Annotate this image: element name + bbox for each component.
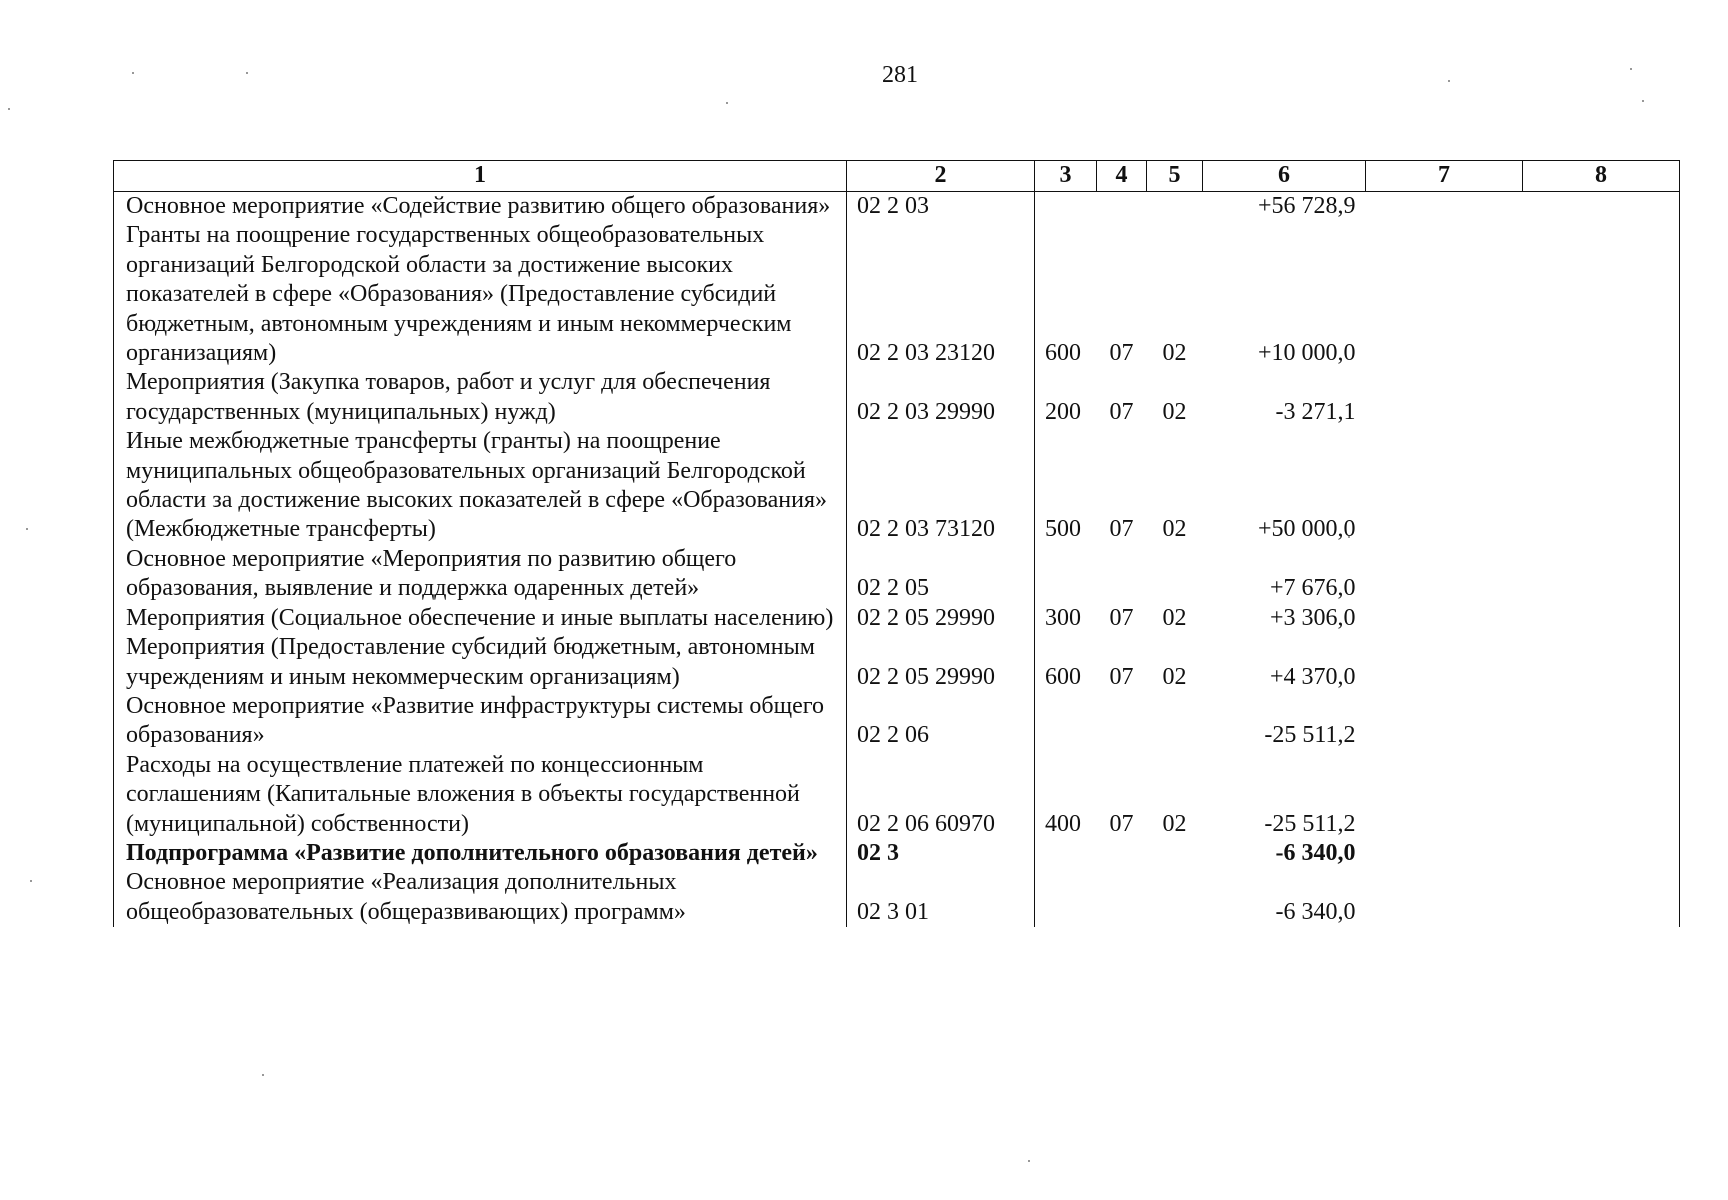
table-row bbox=[114, 751, 1680, 839]
row-col7-cell bbox=[1366, 604, 1523, 633]
row-pr-cell bbox=[1147, 868, 1203, 927]
column-header-7: 7 bbox=[1366, 161, 1523, 192]
row-col8-cell bbox=[1523, 633, 1680, 692]
row-col8-cell bbox=[1523, 221, 1680, 368]
row-rz-cell bbox=[1097, 545, 1147, 604]
row-sum-cell: +50 000,0 bbox=[1257, 516, 1356, 543]
row-code-cell: 02 3 01 bbox=[847, 868, 1035, 927]
row-sum-cell: -6 340,0 bbox=[1275, 839, 1356, 866]
row-name-cell: Основное мероприятие «Реализация дополнительных общеобразовательных (общеразвивающих) программ» bbox=[114, 868, 847, 927]
row-code-cell: 02 2 05 bbox=[847, 545, 1035, 604]
table-row bbox=[114, 427, 1680, 545]
row-col7-cell bbox=[1366, 192, 1523, 222]
row-col8-cell bbox=[1523, 604, 1680, 633]
row-pr-cell: 02 bbox=[1162, 516, 1187, 543]
row-vr-cell bbox=[1035, 192, 1097, 222]
scan-speck bbox=[132, 72, 134, 74]
column-header-2: 2 bbox=[847, 161, 1035, 192]
table-row bbox=[114, 604, 1680, 633]
table-row bbox=[114, 633, 1680, 692]
column-header-1: 1 bbox=[114, 161, 847, 192]
row-vr-cell bbox=[1035, 839, 1097, 868]
scan-speck bbox=[8, 108, 10, 110]
row-rz-cell: 07 bbox=[1109, 398, 1134, 425]
row-code-cell: 02 2 03 23120 bbox=[847, 221, 1035, 368]
row-sum-cell: -3 271,1 bbox=[1275, 398, 1356, 425]
row-pr-cell: 02 bbox=[1162, 340, 1187, 367]
row-sum-cell: -25 511,2 bbox=[1264, 722, 1356, 749]
row-sum-cell: +56 728,9 bbox=[1257, 193, 1356, 219]
row-rz-cell bbox=[1097, 839, 1147, 868]
row-vr-cell: 400 bbox=[1035, 751, 1097, 839]
scan-speck bbox=[726, 102, 728, 104]
table-row bbox=[114, 192, 1680, 222]
row-vr-cell bbox=[1035, 545, 1097, 604]
row-col7-cell bbox=[1366, 868, 1523, 927]
scan-speck bbox=[262, 1074, 264, 1076]
row-sum-cell: -6 340,0 bbox=[1275, 898, 1356, 925]
row-col7-cell bbox=[1366, 545, 1523, 604]
row-col7-cell bbox=[1366, 633, 1523, 692]
column-header-3: 3 bbox=[1035, 161, 1097, 192]
row-col7-cell bbox=[1366, 427, 1523, 545]
row-sum-cell: +4 370,0 bbox=[1269, 663, 1356, 690]
table-row bbox=[114, 368, 1680, 427]
row-rz-cell: 07 bbox=[1109, 604, 1134, 631]
row-sum-cell: +7 676,0 bbox=[1269, 575, 1356, 602]
scan-speck bbox=[1642, 100, 1644, 102]
row-pr-cell bbox=[1147, 692, 1203, 751]
row-pr-cell: 02 bbox=[1162, 398, 1187, 425]
row-vr-cell: 500 bbox=[1035, 427, 1097, 545]
row-rz-cell bbox=[1097, 868, 1147, 927]
row-code-cell: 02 2 06 60970 bbox=[847, 751, 1035, 839]
row-pr-cell bbox=[1147, 192, 1203, 222]
row-name-cell: Расходы на осуществление платежей по концессионным соглашениям (Капитальные вложения в объекты государственной (муниципальной) собственности) bbox=[114, 751, 847, 839]
row-sum-cell: -25 511,2 bbox=[1264, 810, 1356, 837]
row-rz-cell bbox=[1097, 692, 1147, 751]
row-col7-cell bbox=[1366, 368, 1523, 427]
page-number-text: 281 bbox=[882, 62, 918, 88]
row-sum-cell: +3 306,0 bbox=[1269, 604, 1356, 631]
scan-speck bbox=[1630, 68, 1632, 70]
row-vr-cell bbox=[1035, 692, 1097, 751]
row-col8-cell bbox=[1523, 868, 1680, 927]
table-row bbox=[114, 545, 1680, 604]
scan-speck bbox=[30, 880, 32, 882]
row-code-cell: 02 2 03 bbox=[847, 192, 1035, 222]
scan-speck bbox=[246, 72, 248, 74]
row-name-cell: Основное мероприятие «Развитие инфраструктуры системы общего образования» bbox=[114, 692, 847, 751]
row-pr-cell bbox=[1147, 839, 1203, 868]
table-body bbox=[114, 192, 1680, 928]
row-vr-cell: 600 bbox=[1035, 221, 1097, 368]
scan-speck bbox=[1028, 1160, 1030, 1162]
budget-table bbox=[113, 160, 1680, 927]
table-row bbox=[114, 868, 1680, 927]
row-col8-cell bbox=[1523, 545, 1680, 604]
row-name-cell: Основное мероприятие «Мероприятия по развитию общего образования, выявление и поддержка одаренных детей» bbox=[114, 545, 847, 604]
row-col7-cell bbox=[1366, 692, 1523, 751]
table-row bbox=[114, 692, 1680, 751]
row-name-cell: Гранты на поощрение государственных общеобразовательных организаций Белгородской области за достижение высоких показателей в сфере «Образования» (Предоставление субсидий бюджетным, автономным учреждениям и иным некоммерческим организациям) bbox=[114, 221, 847, 368]
row-rz-cell: 07 bbox=[1109, 516, 1134, 543]
scan-speck bbox=[1448, 80, 1450, 82]
row-code-cell: 02 3 bbox=[847, 839, 1035, 868]
row-pr-cell: 02 bbox=[1162, 604, 1187, 631]
row-code-cell: 02 2 05 29990 bbox=[847, 604, 1035, 633]
row-sum-cell: +10 000,0 bbox=[1257, 340, 1356, 367]
row-code-cell: 02 2 03 29990 bbox=[847, 368, 1035, 427]
scan-speck bbox=[26, 528, 28, 530]
row-pr-cell: 02 bbox=[1162, 663, 1187, 690]
row-col8-cell bbox=[1523, 192, 1680, 222]
row-rz-cell: 07 bbox=[1109, 810, 1134, 837]
row-name-cell: Основное мероприятие «Содействие развитию общего образования» bbox=[114, 192, 847, 222]
row-name-cell: Мероприятия (Закупка товаров, работ и услуг для обеспечения государственных (муниципальных) нужд) bbox=[114, 368, 847, 427]
column-header-4: 4 bbox=[1097, 161, 1147, 192]
column-header-8: 8 bbox=[1523, 161, 1680, 192]
row-code-cell: 02 2 05 29990 bbox=[847, 633, 1035, 692]
row-vr-cell: 300 bbox=[1035, 604, 1097, 633]
column-header-6: 6 bbox=[1203, 161, 1366, 192]
row-col8-cell bbox=[1523, 692, 1680, 751]
row-name-cell: Мероприятия (Социальное обеспечение и иные выплаты населению) bbox=[114, 604, 847, 633]
row-code-cell: 02 2 06 bbox=[847, 692, 1035, 751]
row-pr-cell: 02 bbox=[1162, 810, 1187, 837]
row-col8-cell bbox=[1523, 839, 1680, 868]
row-col7-cell bbox=[1366, 221, 1523, 368]
row-name-cell: Мероприятия (Предоставление субсидий бюджетным, автономным учреждениям и иным некоммерческим организациям) bbox=[114, 633, 847, 692]
row-col7-cell bbox=[1366, 839, 1523, 868]
row-pr-cell bbox=[1147, 545, 1203, 604]
header-row bbox=[114, 161, 1680, 192]
row-name-cell: Иные межбюджетные трансферты (гранты) на поощрение муниципальных общеобразовательных организаций Белгородской области за достижение высоких показателей в сфере «Образования» (Межбюджетные трансферты) bbox=[114, 427, 847, 545]
row-col8-cell bbox=[1523, 368, 1680, 427]
page-number bbox=[0, 62, 1728, 89]
table-row bbox=[114, 221, 1680, 368]
row-rz-cell bbox=[1097, 192, 1147, 222]
row-name-cell: Подпрограмма «Развитие дополнительного образования детей» bbox=[114, 839, 847, 868]
row-vr-cell: 600 bbox=[1035, 633, 1097, 692]
row-vr-cell bbox=[1035, 868, 1097, 927]
row-col8-cell bbox=[1523, 427, 1680, 545]
column-header-5: 5 bbox=[1147, 161, 1203, 192]
row-vr-cell: 200 bbox=[1035, 368, 1097, 427]
row-col7-cell bbox=[1366, 751, 1523, 839]
row-rz-cell: 07 bbox=[1109, 340, 1134, 367]
row-col8-cell bbox=[1523, 751, 1680, 839]
row-code-cell: 02 2 03 73120 bbox=[847, 427, 1035, 545]
table-row bbox=[114, 839, 1680, 868]
row-rz-cell: 07 bbox=[1109, 663, 1134, 690]
